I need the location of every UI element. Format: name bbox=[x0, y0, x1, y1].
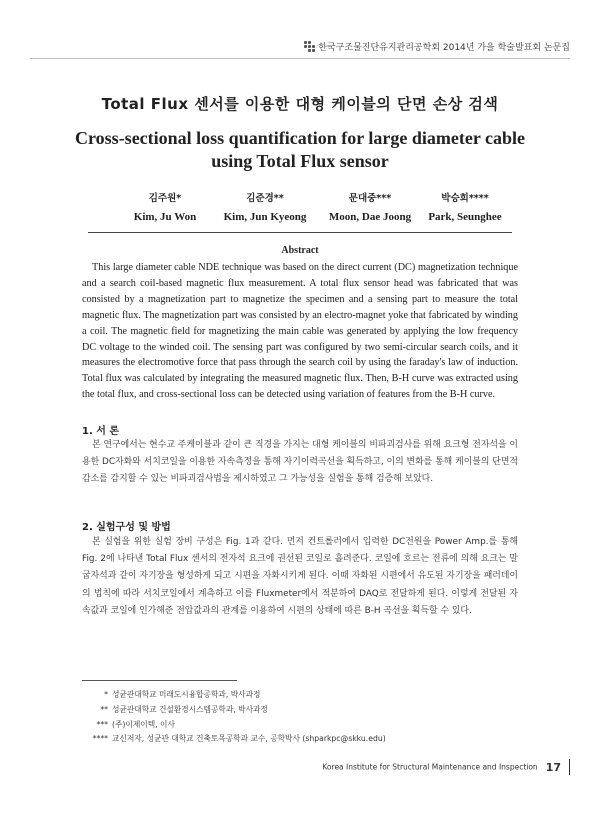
footnote-1-mark: * bbox=[104, 690, 108, 699]
title-english bbox=[60, 127, 540, 173]
footnote-3-mark: *** bbox=[96, 719, 108, 729]
footnote-1-text: 성균관대학교 미래도시융합공학과, 박사과정 bbox=[112, 690, 261, 699]
footnote-3 bbox=[82, 718, 518, 733]
author-1-korean: 김주원* bbox=[148, 193, 182, 204]
footnote-3-text: (주)이제이텍, 이사 bbox=[112, 719, 175, 729]
author-4 bbox=[400, 190, 530, 223]
author-3-korean: 문대중*** bbox=[348, 193, 392, 204]
page-number: 17 bbox=[545, 760, 561, 774]
abstract-heading: Abstract bbox=[281, 245, 319, 256]
running-head-text: 한국구조물진단유지관리공학회 2014년 가을 학술발표회 논문집 bbox=[318, 43, 570, 53]
footnotes bbox=[82, 688, 518, 747]
title-english-line2: using Total Flux sensor bbox=[211, 151, 389, 171]
author-4-korean: 박승희**** bbox=[441, 193, 489, 204]
page-footer bbox=[322, 759, 570, 775]
header-rule bbox=[30, 58, 570, 59]
footnote-2-mark: ** bbox=[100, 704, 108, 714]
author-2-korean: 김준경** bbox=[246, 193, 284, 204]
section-2-heading: 2. 실험구성 및 방법 bbox=[82, 522, 171, 533]
footnote-4-text: 교신저자, 성균관 대학교 건축토목공학과 교수, 공학박사 (shparkpc@skku.edu) bbox=[112, 734, 386, 744]
section-1-text: 본 연구에서는 현수교 주케이블과 같이 큰 직경을 가지는 대형 케이블의 비파괴검사를 위해 요크형 전자석을 이용한 DC자화와 서치코일을 이용한 자속측정을 통해 자기이력곡선을 획득하고, 이의 변화를 통해 케이블의 단면적 감소를 감지할 수 있는 비파괴검사법을 제시하였고 그 가능성을 실험을 통해 검증해 보았다. bbox=[82, 440, 518, 485]
author-rule bbox=[88, 232, 512, 233]
society-logo-icon bbox=[304, 41, 314, 51]
author-3-english: Moon, Dae Joong bbox=[328, 211, 412, 223]
footnote-rule bbox=[82, 680, 237, 681]
footnote-2-text: 성균관대학교 건설환경시스템공학과, 박사과정 bbox=[112, 704, 268, 714]
abstract-text: This large diameter cable NDE technique was based on the direct current (DC) magnetization technique and a search coil-based magnetic flux measurement. A total flux sensor head was fabricated that was consisted by a magnetization part to magnetize the specimen and a sensing part to measure the total magnetic flux. The magnetization part was consisted by an electro-magnet yoke that fabricated by winding a coil. The magnetic field for magnetizing the main cable was generated by applying the low frequency DC voltage to the winded coil. The sensing part was configured by two semi-circular search coils, and it measures the electromotive force that pass through the search coil by using the faraday's law of induction. Total flux was calculated by integrating the measured magnetic flux. Then, B-H curve was extracted using the total flux, and cross-sectional loss can be detected using variation of features from the B-H curve. bbox=[82, 262, 518, 401]
title-english-line1: Cross-sectional loss quantification for large diameter cable bbox=[75, 128, 525, 148]
author-2-english: Kim, Jun Kyeong bbox=[223, 211, 307, 223]
title-korean: Total Flux 센서를 이용한 대형 케이블의 단면 손상 검색 bbox=[101, 95, 499, 113]
author-1-english: Kim, Ju Won bbox=[133, 211, 197, 223]
footnote-4-mark: **** bbox=[92, 734, 108, 744]
author-4-english: Park, Seunghee bbox=[428, 211, 502, 223]
running-head bbox=[270, 40, 570, 53]
section-1-heading: 1. 서 론 bbox=[82, 426, 120, 437]
footnote-2 bbox=[82, 703, 518, 718]
footnote-4 bbox=[82, 732, 518, 747]
section-2-text: 본 실험을 위한 실험 장비 구성은 Fig. 1과 같다. 먼저 컨트롤러에서 입력한 DC전원을 Power Amp.를 통해 Fig. 2에 나타낸 Total Flux 센서의 전자석 요크에 권선된 코일로 흘려준다. 코일에 흐르는 전류에 의해 요크는 말굽자석과 같이 자기장을 형성하게 되고 시편을 자화시키게 된다. 이때 자화된 시편에서 유도된 자기장을 패러데이의 법칙에 따라 서치코일에서 계측하고 이를 Fluxmeter에서 적분하여 DAQ로 전달하게 된다. 이렇게 전달된 자속값과 코일에 인가해준 전압값과의 관계를 이용하여 시편의 상태에 따른 B-H 곡선을 획득할 수 있다. bbox=[82, 537, 518, 616]
footnote-1 bbox=[82, 688, 518, 703]
footer-divider bbox=[569, 759, 570, 775]
footer-journal-name: Korea Institute for Structural Maintenance and Inspection bbox=[322, 762, 538, 772]
